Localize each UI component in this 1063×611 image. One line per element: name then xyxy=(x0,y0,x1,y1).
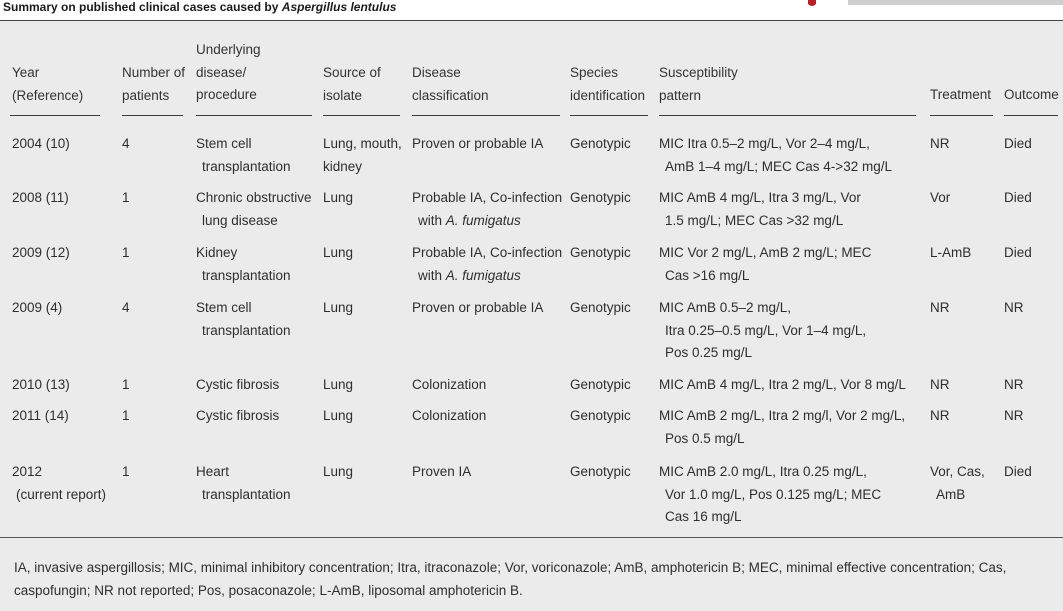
cell-line: Died xyxy=(1004,245,1032,260)
header-line: Species xyxy=(570,65,619,80)
cell-outcome xyxy=(1004,405,1024,428)
table-footnote: IA, invasive aspergillosis; MIC, minimal inhibitory concentration; Itra, itraconazole; Vor, voriconazole; AmB, amphotericin B; MEC, minimal effective concentration; Cas, caspofungin; NR not reported; Pos, posaconazole; L-AmB, liposomal amphotericin B. xyxy=(14,560,1007,598)
cell-line: Genotypic xyxy=(570,136,631,151)
cell-line: with A. fumigatus xyxy=(418,212,521,228)
journal-logo xyxy=(808,0,1063,10)
cell-underlying-disease xyxy=(196,405,279,428)
cell-source xyxy=(323,374,353,397)
cell-line: transplantation xyxy=(202,267,291,283)
header-line: Outcome xyxy=(1004,87,1059,102)
cell-underlying-disease xyxy=(196,187,312,232)
cell-line: Vor, Cas, xyxy=(930,464,985,479)
cell-source xyxy=(323,461,353,484)
cell-outcome xyxy=(1004,187,1032,210)
cell-species-identification xyxy=(570,242,631,265)
cell-line: lung disease xyxy=(202,212,278,228)
cell-outcome xyxy=(1004,297,1024,320)
cell-year xyxy=(12,297,62,320)
cell-line: Genotypic xyxy=(570,377,631,392)
cell-line: Proven or probable IA xyxy=(412,300,544,315)
cell-susceptibility-pattern xyxy=(659,242,871,287)
cell-line: Colonization xyxy=(412,408,487,423)
cell-year xyxy=(12,133,70,156)
cell-line: transplantation xyxy=(202,486,291,502)
cell-line: Heart xyxy=(196,464,230,479)
cell-line: Stem cell xyxy=(196,136,252,151)
cell-treatment xyxy=(930,187,950,210)
cell-line: 4 xyxy=(122,136,130,151)
cell-line: Lung, mouth, xyxy=(323,136,402,151)
cell-line: Genotypic xyxy=(570,300,631,315)
cell-line: L-AmB xyxy=(930,245,972,260)
cell-species-identification xyxy=(570,297,631,320)
cell-line: 1 xyxy=(122,464,130,479)
cell-underlying-disease xyxy=(196,133,291,178)
cell-treatment xyxy=(930,374,950,397)
cell-line: Genotypic xyxy=(570,408,631,423)
cell-line: Cystic fibrosis xyxy=(196,408,280,423)
cell-line: Lung xyxy=(323,408,354,423)
cell-line: Genotypic xyxy=(570,190,631,205)
cell-disease-classification xyxy=(412,297,543,320)
header-line: pattern xyxy=(659,87,702,103)
cell-line: MIC AmB 4 mg/L, Itra 3 mg/L, Vor xyxy=(659,190,861,205)
cell-line: Lung xyxy=(323,377,354,392)
cell-disease-classification xyxy=(412,374,486,397)
cell-species-identification xyxy=(570,374,631,397)
header-line: Year xyxy=(12,65,40,80)
title-organism: Aspergillus lentulus xyxy=(281,0,397,14)
cell-line: 2011 (14) xyxy=(12,408,69,423)
header-year xyxy=(12,62,83,107)
header-underline xyxy=(323,115,400,116)
header-underline xyxy=(1004,115,1058,116)
cell-year xyxy=(12,405,69,428)
cell-line: Chronic obstructive xyxy=(196,190,312,205)
cell-line: MIC AmB 0.5–2 mg/L, xyxy=(659,300,792,315)
header-line: patients xyxy=(122,87,170,103)
header-line: Susceptibility xyxy=(659,65,738,80)
table-title xyxy=(3,0,396,14)
cell-line: AmB xyxy=(936,486,966,502)
cell-line: Died xyxy=(1004,136,1032,151)
header-line: classification xyxy=(412,87,489,103)
cell-patients xyxy=(122,133,130,156)
cell-line: NR xyxy=(1004,408,1024,423)
cell-line: Colonization xyxy=(412,377,487,392)
header-line: (Reference) xyxy=(12,87,84,103)
cell-line: transplantation xyxy=(202,322,291,338)
cell-disease-classification xyxy=(412,242,562,287)
cell-patients xyxy=(122,461,130,484)
cell-line: 1 xyxy=(122,245,130,260)
cell-susceptibility-pattern xyxy=(659,133,892,178)
cell-line: Cas 16 mg/L xyxy=(665,509,742,524)
header-line: identification xyxy=(570,87,646,103)
cell-source xyxy=(323,405,353,428)
cell-year xyxy=(12,187,69,210)
cell-line: NR xyxy=(1004,300,1024,315)
cell-underlying-disease xyxy=(196,242,291,287)
cell-susceptibility-pattern xyxy=(659,187,861,232)
cell-underlying-disease xyxy=(196,297,291,342)
cell-line: Itra 0.25–0.5 mg/L, Vor 1–4 mg/L, xyxy=(665,322,867,338)
cell-line: MIC Itra 0.5–2 mg/L, Vor 2–4 mg/L, xyxy=(659,136,870,151)
header-disease-classification xyxy=(412,62,489,107)
cell-line: Probable IA, Co-infection xyxy=(412,245,563,260)
cell-line: 2009 (4) xyxy=(12,300,63,315)
header-line: Treatment xyxy=(930,87,992,102)
cell-line: Probable IA, Co-infection xyxy=(412,190,563,205)
cell-treatment xyxy=(930,242,971,265)
cell-species-identification xyxy=(570,405,631,428)
cell-susceptibility-pattern xyxy=(659,374,906,397)
cell-line: kidney xyxy=(323,158,363,174)
cell-disease-classification xyxy=(412,405,486,428)
header-underline xyxy=(196,115,312,116)
header-line: disease/ xyxy=(196,64,247,80)
cell-line: Stem cell xyxy=(196,300,252,315)
cell-line: 1 xyxy=(122,408,130,423)
cell-line: Proven or probable IA xyxy=(412,136,544,151)
cell-susceptibility-pattern xyxy=(659,297,866,365)
header-line: procedure xyxy=(196,87,257,102)
cell-line: Kidney xyxy=(196,245,238,260)
header-outcome xyxy=(1004,84,1059,107)
cell-year xyxy=(12,374,70,397)
cell-species-identification xyxy=(570,187,631,210)
cell-line: Proven IA xyxy=(412,464,472,479)
cell-patients xyxy=(122,405,130,428)
cell-disease-classification xyxy=(412,133,543,156)
cell-disease-classification xyxy=(412,187,562,232)
cell-line: Cas >16 mg/L xyxy=(665,267,750,283)
cell-year xyxy=(12,461,106,506)
cell-line: Died xyxy=(1004,190,1032,205)
cell-line: 2012 xyxy=(12,464,43,479)
cell-source xyxy=(323,297,353,320)
cell-patients xyxy=(122,187,130,210)
header-underline xyxy=(659,115,916,116)
table-bottom-rule xyxy=(0,537,1063,538)
header-line: Source of xyxy=(323,65,381,80)
header-underline xyxy=(930,115,993,116)
cell-year xyxy=(12,242,70,265)
header-underline xyxy=(10,115,100,116)
cell-line: Cystic fibrosis xyxy=(196,377,280,392)
header-underline xyxy=(570,115,648,116)
cell-line: 2008 (11) xyxy=(12,190,69,205)
coinfection-organism: A. fumigatus xyxy=(445,212,521,228)
cell-line: NR xyxy=(930,300,950,315)
cell-underlying-disease xyxy=(196,374,279,397)
cell-line: Died xyxy=(1004,464,1032,479)
cell-line: Lung xyxy=(323,245,354,260)
cell-line: with A. fumigatus xyxy=(418,267,521,283)
cell-treatment xyxy=(930,297,950,320)
cell-line: 2009 (12) xyxy=(12,245,70,260)
cell-outcome xyxy=(1004,242,1032,265)
cell-patients xyxy=(122,374,130,397)
cell-line: NR xyxy=(930,136,950,151)
cell-line: Lung xyxy=(323,190,354,205)
cell-line: 1 xyxy=(122,190,130,205)
cell-line: MIC Vor 2 mg/L, AmB 2 mg/L; MEC xyxy=(659,245,872,260)
cell-line: Pos 0.5 mg/L xyxy=(665,430,745,446)
cell-source xyxy=(323,242,353,265)
cell-line: MIC AmB 2.0 mg/L, Itra 0.25 mg/L, xyxy=(659,464,867,479)
cell-patients xyxy=(122,297,130,320)
cell-line: Lung xyxy=(323,300,354,315)
cell-line: 2004 (10) xyxy=(12,136,70,151)
cell-source xyxy=(323,187,353,210)
cell-line: (current report) xyxy=(16,486,107,502)
cell-susceptibility-pattern xyxy=(659,405,905,450)
cell-outcome xyxy=(1004,133,1032,156)
header-line: isolate xyxy=(323,87,363,103)
header-species-identification xyxy=(570,62,645,107)
cell-line: Pos 0.25 mg/L xyxy=(665,345,753,360)
cell-outcome xyxy=(1004,374,1024,397)
header-source xyxy=(323,62,381,107)
header-line: Underlying xyxy=(196,42,261,57)
cell-species-identification xyxy=(570,461,631,484)
header-underline xyxy=(412,115,560,116)
cell-disease-classification xyxy=(412,461,471,484)
header-underline xyxy=(122,115,183,116)
cell-line: MIC AmB 4 mg/L, Itra 2 mg/L, Vor 8 mg/L xyxy=(659,377,906,392)
header-underlying-disease xyxy=(196,39,261,107)
cell-line: transplantation xyxy=(202,158,291,174)
cell-source xyxy=(323,133,402,178)
cell-line: 2010 (13) xyxy=(12,377,70,392)
cell-line: Vor xyxy=(930,190,951,205)
cell-line: NR xyxy=(930,408,950,423)
header-patients xyxy=(122,62,185,107)
cell-line: Lung xyxy=(323,464,354,479)
title-prefix: Summary on published clinical cases caused by xyxy=(3,0,282,14)
cell-line: 1 xyxy=(122,377,130,392)
cell-susceptibility-pattern xyxy=(659,461,881,529)
cell-line: Genotypic xyxy=(570,245,631,260)
cell-line: 1.5 mg/L; MEC Cas >32 mg/L xyxy=(665,212,844,228)
cell-line: NR xyxy=(1004,377,1024,392)
cell-line: Genotypic xyxy=(570,464,631,479)
header-treatment xyxy=(930,84,991,107)
cell-line: AmB 1–4 mg/L; MEC Cas 4->32 mg/L xyxy=(665,158,892,174)
header-susceptibility-pattern xyxy=(659,62,738,107)
cell-treatment xyxy=(930,461,985,506)
cell-line: MIC AmB 2 mg/L, Itra 2 mg/l, Vor 2 mg/L, xyxy=(659,408,906,423)
cell-line: NR xyxy=(930,377,950,392)
cell-treatment xyxy=(930,133,950,156)
cell-treatment xyxy=(930,405,950,428)
cell-patients xyxy=(122,242,130,265)
cell-line: Vor 1.0 mg/L, Pos 0.125 mg/L; MEC xyxy=(665,486,882,502)
cell-species-identification xyxy=(570,133,631,156)
coinfection-organism: A. fumigatus xyxy=(445,267,521,283)
cell-outcome xyxy=(1004,461,1032,484)
header-line: Number of xyxy=(122,65,186,80)
header-line: Disease xyxy=(412,65,461,80)
cell-underlying-disease xyxy=(196,461,291,506)
cell-line: 4 xyxy=(122,300,130,315)
